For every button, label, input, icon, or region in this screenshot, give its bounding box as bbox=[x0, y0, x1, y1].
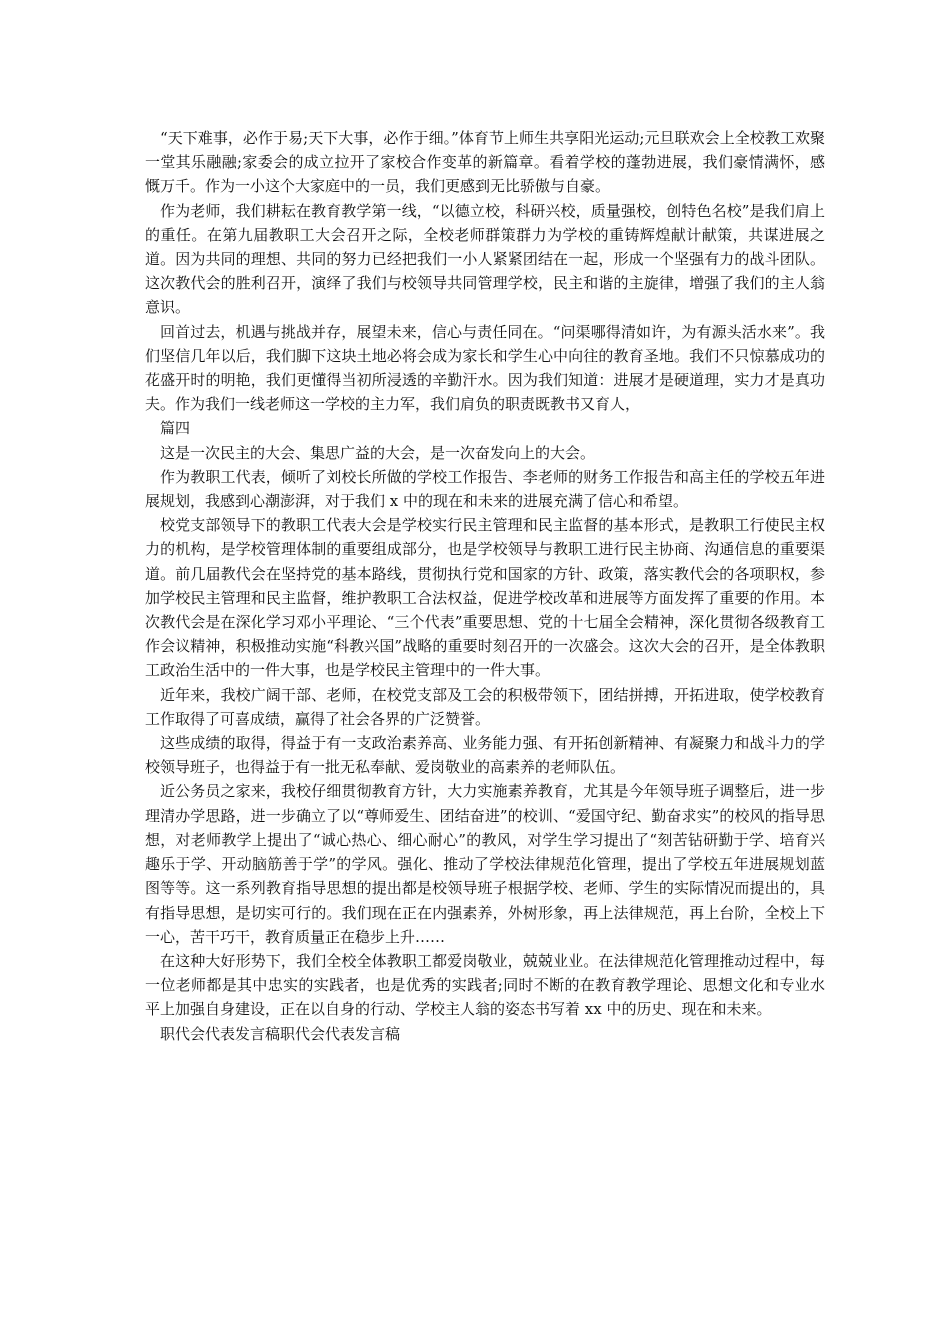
closing-line: 职代会代表发言稿职代会代表发言稿 bbox=[160, 1024, 401, 1043]
section-heading: 篇四 bbox=[160, 419, 191, 438]
paragraph-5: 作为教职工代表，倾听了刘校长所做的学校工作报告、李老师的财务工作报告和高主任的学校五年进展规划，我感到心潮澎湃，对于我们 x 中的现在和未来的进展充满了信心和希望。 bbox=[145, 467, 825, 511]
paragraph-2: 作为老师，我们耕耘在教育教学第一线，“以德立校，科研兴校，质量强校，创特色名校”是我们肩上的重任。在第九届教职工大会召开之际，全校老师群策群力为学校的重铸辉煌献计献策，共谋进展之道。因为共同的理想、共同的努力已经把我们一小人紧紧团结在一起，形成一个坚强有力的战斗团队。这次教代会的胜利召开，演绎了我们与校领导共同管理学校，民主和谐的主旋律，增强了我们的主人翁意识。 bbox=[145, 201, 825, 317]
paragraph-1: “天下难事，必作于易;天下大事，必作于细。”体育节上师生共享阳光运动;元旦联欢会上全校教工欢聚一堂其乐融融;家委会的成立拉开了家校合作变革的新篇章。看着学校的蓬勃进展，我们豪情满怀，感慨万千。作为一小这个大家庭中的一员，我们更感到无比骄傲与自豪。 bbox=[145, 129, 825, 196]
paragraph-7: 近年来，我校广阔干部、老师，在校党支部及工会的积极带领下，团结拼搏，开拓进取，使学校教育工作取得了可喜成绩，赢得了社会各界的广泛赞誉。 bbox=[145, 685, 825, 728]
paragraph-6: 校党支部领导下的教职工代表大会是学校实行民主管理和民主监督的基本形式，是教职工行使民主权力的机构，是学校管理体制的重要组成部分，也是学校领导与教职工进行民主协商、沟通信息的重要渠道。前几届教代会在坚持党的基本路线，贯彻执行党和国家的方针、政策，落实教代会的各项职权，参加学校民主管理和民主监督，维护教职工合法权益，促进学校改革和进展等方面发挥了重要的作用。本次教代会是在深化学习邓小平理论、“三个代表”重要思想、党的十七届全会精神，深化贯彻各级教育工作会议精神，积极推动实施“科教兴国”战略的重要时刻召开的一次盛会。这次大会的召开，是全体教职工政治生活中的一件大事，也是学校民主管理中的一件大事。 bbox=[145, 516, 825, 680]
paragraph-3: 回首过去，机遇与挑战并存，展望未来，信心与责任同在。“问渠哪得清如许，为有源头活水来”。我们坚信几年以后，我们脚下这块土地必将会成为家长和学生心中向往的教育圣地。我们不只惊慕成功的花盛开时的明艳，我们更懂得当初所浸透的辛勤汗水。因为我们知道：进展才是硬道理，实力才是真功夫。作为我们一线老师这一学校的主力军，我们肩负的职责既教书又育人， bbox=[145, 322, 825, 414]
document-body bbox=[145, 126, 825, 1046]
paragraph-9: 近公务员之家来，我校仔细贯彻教育方针，大力实施素养教育，尤其是今年领导班子调整后，进一步理清办学思路，进一步确立了以“尊师爱生、团结奋进”的校训、“爱国守纪、勤奋求实”的校风的指导思想，对老师教学上提出了“诚心热心、细心耐心”的教风，对学生学习提出了“刻苦钻研勤于学、培育兴趣乐于学、开动脑筋善于学”的学风。强化、推动了学校法律规范化管理，提出了学校五年进展规划蓝图等等。这一系列教育指导思想的提出都是校领导班子根据学校、老师、学生的实际情况而提出的，具有指导思想，是切实可行的。我们现在正在内强素养，外树形象，再上法律规范，再上台阶，全校上下一心，苦干巧干，教育质量正在稳步上升…… bbox=[145, 782, 825, 946]
paragraph-8: 这些成绩的取得，得益于有一支政治素养高、业务能力强、有开拓创新精神、有凝聚力和战斗力的学校领导班子，也得益于有一批无私奉献、爱岗敬业的高素养的老师队伍。 bbox=[145, 734, 825, 777]
paragraph-10: 在这种大好形势下，我们全校全体教职工都爱岗敬业，兢兢业业。在法律规范化管理推动过程中，每一位老师都是其中忠实的实践者，也是优秀的实践者;同时不断的在教育教学理论、思想文化和专业水平上加强自身建设，正在以自身的行动、学校主人翁的姿态书写着 xx 中的历史、现在和未来。 bbox=[145, 951, 825, 1019]
paragraph-4: 这是一次民主的大会、集思广益的大会，是一次奋发向上的大会。 bbox=[160, 443, 596, 462]
